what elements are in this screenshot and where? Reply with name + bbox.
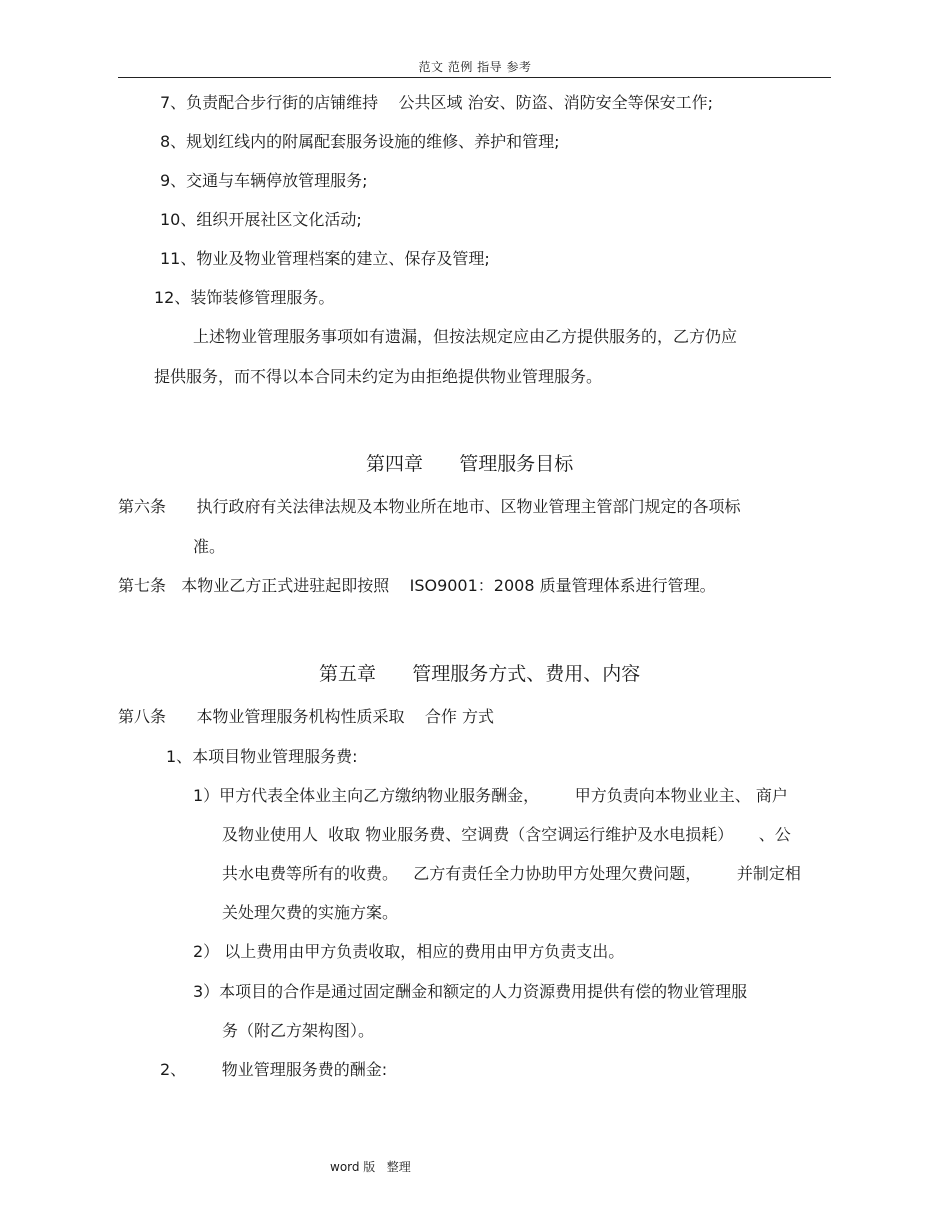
- list-item: 2、 物业管理服务费的酬金:: [160, 1060, 388, 1079]
- list-item: 1、本项目物业管理服务费:: [166, 747, 358, 766]
- article-line: 第七条 本物业乙方正式进驻起即按照 ISO9001：2008 质量管理体系进行管理。: [118, 576, 716, 595]
- article-line: 准。: [193, 537, 226, 556]
- page-footer: word 版 整理: [330, 1160, 411, 1174]
- paragraph-line: 3）本项目的合作是通过固定酬金和额定的人力资源费用提供有偿的物业管理服: [193, 982, 748, 1001]
- paragraph-line: 共水电费等所有的收费。 乙方有责任全力协助甲方处理欠费问题， 并制定相: [222, 864, 801, 883]
- paragraph-line: 上述物业管理服务事项如有遗漏，但按法规定应由乙方提供服务的，乙方仍应: [193, 327, 738, 346]
- paragraph-line: 关处理欠费的实施方案。: [222, 903, 399, 922]
- paragraph-line: 1）甲方代表全体业主向乙方缴纳物业服务酬金， 甲方负责向本物业业主、 商户: [193, 786, 788, 805]
- list-item: 12、装饰装修管理服务。: [154, 288, 335, 307]
- article-line: 第六条 执行政府有关法律法规及本物业所在地市、区物业管理主管部门规定的各项标: [118, 497, 741, 516]
- list-item: 8、规划红线内的附属配套服务设施的维修、养护和管理;: [160, 132, 560, 151]
- page-header: 范文 范例 指导 参考: [418, 60, 532, 74]
- list-item: 7、负责配合步行街的店铺维持 公共区域 治安、防盗、消防安全等保安工作;: [160, 93, 714, 112]
- paragraph-line: 提供服务，而不得以本合同未约定为由拒绝提供物业管理服务。: [154, 367, 603, 386]
- chapter-title: 第四章 管理服务目标: [366, 453, 574, 475]
- header-divider: [118, 77, 831, 78]
- paragraph-line: 及物业使用人 收取 物业服务费、空调费（含空调运行维护及水电损耗） 、公: [222, 825, 791, 844]
- chapter-title: 第五章 管理服务方式、费用、内容: [319, 663, 641, 685]
- list-item: 9、交通与车辆停放管理服务;: [160, 171, 368, 190]
- list-item: 11、物业及物业管理档案的建立、保存及管理;: [160, 249, 490, 268]
- article-line: 第八条 本物业管理服务机构性质采取 合作 方式: [118, 707, 494, 726]
- list-item: 10、组织开展社区文化活动;: [160, 210, 362, 229]
- paragraph-line: 务（附乙方架构图）。: [222, 1021, 375, 1040]
- paragraph-line: 2） 以上费用由甲方负责收取，相应的费用由甲方负责支出。: [193, 942, 625, 961]
